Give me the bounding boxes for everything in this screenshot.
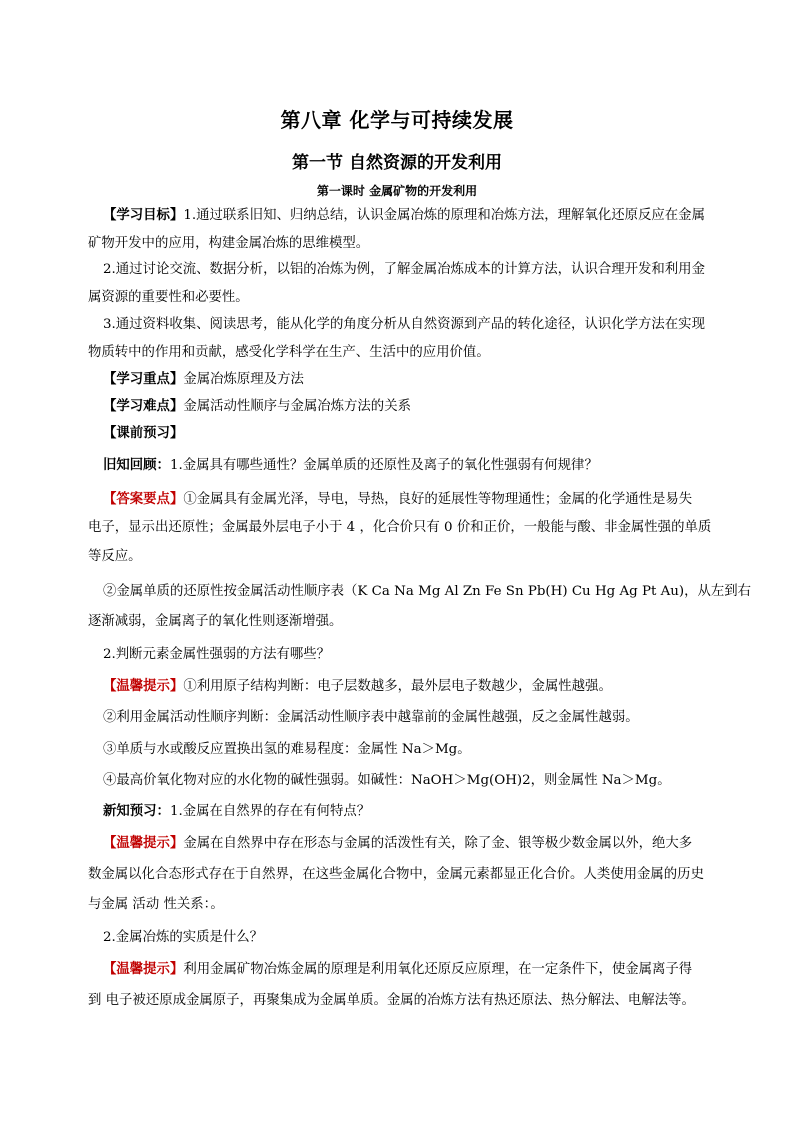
goals-line-6: 物质转中的作用和贡献，感受化学科学在生产、生活中的应用价值。 [88, 345, 490, 360]
newknow-answer-3: 与金属 活动 性关系：。 [88, 897, 224, 912]
tip-line-3: ③单质与水或酸反应置换出氢的难易程度：金属性 Na＞Mg。 [103, 742, 471, 757]
chapter-title: 第八章 化学与可持续发展 [280, 108, 514, 132]
goals-label: 【学习目标】 [103, 208, 184, 223]
tip-label-2: 【温馨提示】 [103, 836, 184, 851]
goals-line-2: 矿物开发中的应用，构建金属冶炼的思维模型。 [88, 236, 370, 251]
lesson-title: 第一课时 金属矿物的开发利用 [316, 184, 478, 198]
keypoints-label: 【学习重点】 [103, 372, 184, 387]
answer-label: 【答案要点】 [103, 492, 184, 507]
answer-line-2: 电子，显示出还原性；金属最外层电子小于 4 ，化合价只有 0 价和正价，一般能与酸、非金属性强的单质 [88, 520, 712, 535]
tip-line-4: ④最高价氧化物对应的水化物的碱性强弱。如碱性：NaOH＞Mg(OH)2，则金属性 Na＞Mg。 [103, 773, 671, 788]
newknow-answer-5: 到 电子被还原成金属原子，再聚集成为金属单质。金属的冶炼方法有热还原法、热分解法、电解法等。 [88, 993, 695, 1008]
newknow-question-1: 新知预习：1.金属在自然界的存在有何特点？ [103, 804, 371, 819]
review-question-1: 旧知回顾：1.金属具有哪些通性？金属单质的还原性及离子的氧化性强弱有何规律？ [103, 458, 598, 473]
newknow-answer-2: 数金属以化合态形式存在于自然界，在这些金属化合物中，金属元素都显正化合价。人类使用金属的历史 [88, 867, 704, 882]
preview-heading: 【课前预习】 [103, 426, 184, 441]
newknow-question-2: 2.金属冶炼的实质是什么？ [103, 930, 264, 945]
difficult-label: 【学习难点】 [103, 399, 184, 414]
tip-line-2: ②利用金属活动性顺序判断：金属活动性顺序表中越靠前的金属性越强，反之金属性越弱。 [103, 710, 639, 725]
review-question-2: 2.判断元素金属性强弱的方法有哪些？ [103, 647, 331, 662]
newknow-label: 新知预习： [103, 804, 170, 819]
keypoints-line: 【学习重点】金属冶炼原理及方法 [103, 372, 304, 387]
difficult-line: 【学习难点】金属活动性顺序与金属冶炼方法的关系 [103, 399, 411, 414]
review-label: 旧知回顾： [103, 458, 170, 473]
newknow-answer-1: 【温馨提示】金属在自然界中存在形态与金属的活泼性有关，除了金、银等极少数金属以外，绝大多 [103, 836, 693, 851]
tip-label: 【温馨提示】 [103, 679, 184, 694]
answer-line-4: ②金属单质的还原性按金属活动性顺序表（K Ca Na Mg Al Zn Fe Sn Pb(H) Cu Hg Ag Pt Au)，从左到右 [103, 584, 752, 599]
newknow-answer-4: 【温馨提示】利用金属矿物冶炼金属的原理是利用氧化还原反应原理，在一定条件下，使金属离子得 [103, 962, 693, 977]
section-title: 第一节 自然资源的开发利用 [292, 153, 502, 173]
tip-line-1: 【温馨提示】①利用原子结构判断：电子层数越多，最外层电子数越少，金属性越强。 [103, 679, 612, 694]
goals-line-3: 2.通过讨论交流、数据分析，以铝的冶炼为例，了解金属冶炼成本的计算方法，认识合理开发和利用金 [103, 262, 705, 277]
answer-line-3: 等反应。 [88, 549, 142, 564]
answer-line-1: 【答案要点】①金属具有金属光泽，导电，导热，良好的延展性等物理通性；金属的化学通性是易失 [103, 492, 693, 507]
goals-line-1: 【学习目标】1.通过联系旧知、归纳总结，认识金属冶炼的原理和冶炼方法，理解氧化还原反应在金属 [103, 208, 705, 223]
goals-line-4: 属资源的重要性和必要性。 [88, 290, 249, 305]
answer-line-5: 逐渐减弱，金属离子的氧化性则逐渐增强。 [88, 614, 343, 629]
goals-line-5: 3.通过资料收集、阅读思考，能从化学的角度分析从自然资源到产品的转化途径，认识化学方法在实现 [103, 317, 705, 332]
tip-label-3: 【温馨提示】 [103, 962, 184, 977]
